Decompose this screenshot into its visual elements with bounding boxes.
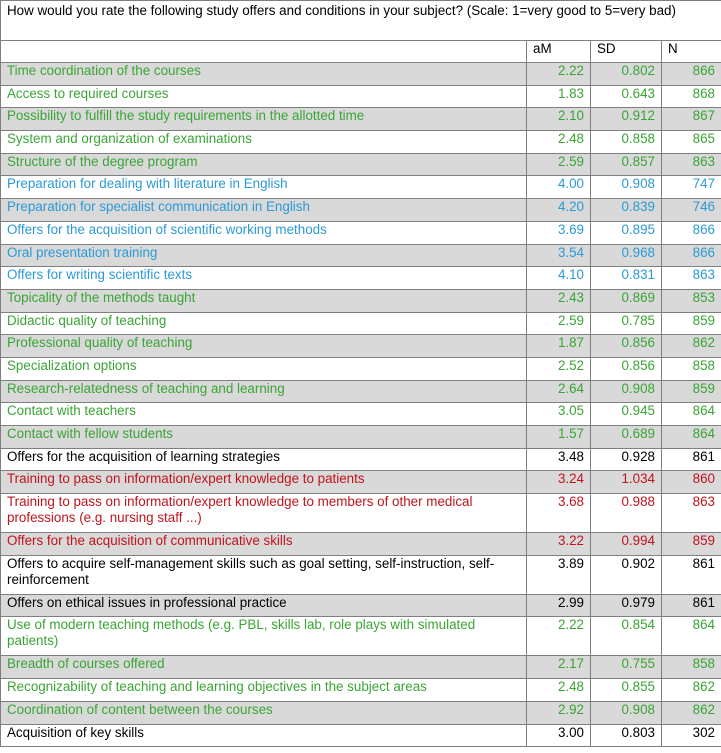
row-n: 863 (662, 494, 721, 533)
row-mean: 3.69 (527, 221, 591, 244)
table-row (1, 108, 721, 131)
row-mean: 2.59 (527, 153, 591, 176)
row-n: 864 (662, 403, 721, 426)
row-n: 862 (662, 701, 721, 724)
row-n: 867 (662, 108, 721, 131)
row-sd: 0.643 (591, 85, 662, 108)
row-n: 858 (662, 656, 721, 679)
table-row (1, 701, 721, 724)
row-sd: 0.858 (591, 131, 662, 154)
row-mean: 4.00 (527, 176, 591, 199)
table-row (1, 617, 721, 656)
row-label: Structure of the degree program (1, 153, 527, 176)
row-mean: 3.89 (527, 555, 591, 594)
row-mean: 2.52 (527, 357, 591, 380)
row-mean: 2.10 (527, 108, 591, 131)
table-row (1, 555, 721, 594)
row-label: Training to pass on information/expert knowledge to patients (1, 471, 527, 494)
row-sd: 0.908 (591, 380, 662, 403)
row-sd: 0.968 (591, 244, 662, 267)
table-row (1, 221, 721, 244)
row-label: Time coordination of the courses (1, 63, 527, 86)
row-label: System and organization of examinations (1, 131, 527, 154)
row-sd: 0.803 (591, 724, 662, 747)
row-label: Contact with teachers (1, 403, 527, 426)
row-label: Coordination of content between the courses (1, 701, 527, 724)
row-n: 859 (662, 380, 721, 403)
row-sd: 0.856 (591, 335, 662, 358)
row-n: 860 (662, 471, 721, 494)
table-row (1, 289, 721, 312)
row-n: 858 (662, 357, 721, 380)
row-sd: 0.912 (591, 108, 662, 131)
row-label: Specialization options (1, 357, 527, 380)
row-label: Research-relatedness of teaching and learning (1, 380, 527, 403)
row-sd: 0.928 (591, 448, 662, 471)
row-mean: 3.05 (527, 403, 591, 426)
row-label: Training to pass on information/expert knowledge to members of other medical professions (e.g. nursing staff ...) (1, 494, 527, 533)
row-sd: 0.869 (591, 289, 662, 312)
row-n: 862 (662, 679, 721, 702)
row-mean: 3.24 (527, 471, 591, 494)
row-mean: 3.48 (527, 448, 591, 471)
row-mean: 1.57 (527, 426, 591, 449)
row-n: 853 (662, 289, 721, 312)
row-n: 859 (662, 533, 721, 556)
row-n: 746 (662, 199, 721, 222)
row-n: 866 (662, 221, 721, 244)
row-sd: 0.755 (591, 656, 662, 679)
table-row (1, 724, 721, 747)
row-label: Preparation for dealing with literature in English (1, 176, 527, 199)
table-title: How would you rate the following study offers and conditions in your subject? (Scale: 1=very good to 5=very bad) (1, 1, 721, 41)
row-mean: 3.22 (527, 533, 591, 556)
row-n: 865 (662, 131, 721, 154)
row-sd: 0.994 (591, 533, 662, 556)
row-sd: 0.857 (591, 153, 662, 176)
row-sd: 1.034 (591, 471, 662, 494)
table-row (1, 448, 721, 471)
row-mean: 2.17 (527, 656, 591, 679)
row-label: Acquisition of key skills (1, 724, 527, 747)
header-item (1, 41, 527, 63)
row-label: Oral presentation training (1, 244, 527, 267)
row-sd: 0.895 (591, 221, 662, 244)
row-mean: 2.92 (527, 701, 591, 724)
row-sd: 0.785 (591, 312, 662, 335)
header-sd: SD (591, 41, 662, 63)
table-row (1, 176, 721, 199)
row-n: 866 (662, 63, 721, 86)
row-mean: 3.00 (527, 724, 591, 747)
row-label: Access to required courses (1, 85, 527, 108)
header-row (1, 41, 721, 63)
row-mean: 2.22 (527, 63, 591, 86)
row-label: Recognizability of teaching and learning objectives in the subject areas (1, 679, 527, 702)
row-label: Offers for the acquisition of communicative skills (1, 533, 527, 556)
row-sd: 0.856 (591, 357, 662, 380)
row-mean: 3.54 (527, 244, 591, 267)
table-row (1, 85, 721, 108)
row-mean: 2.48 (527, 131, 591, 154)
row-n: 302 (662, 724, 721, 747)
row-label: Topicality of the methods taught (1, 289, 527, 312)
table-row (1, 267, 721, 290)
row-sd: 0.854 (591, 617, 662, 656)
row-sd: 0.979 (591, 594, 662, 617)
row-mean: 4.10 (527, 267, 591, 290)
row-n: 861 (662, 594, 721, 617)
table-row (1, 594, 721, 617)
table-row (1, 244, 721, 267)
table-row (1, 494, 721, 533)
row-n: 861 (662, 448, 721, 471)
row-mean: 3.68 (527, 494, 591, 533)
row-mean: 2.48 (527, 679, 591, 702)
row-label: Offers to acquire self-management skills such as goal setting, self-instruction, self-reinforcement (1, 555, 527, 594)
row-label: Offers for writing scientific texts (1, 267, 527, 290)
row-mean: 2.22 (527, 617, 591, 656)
row-sd: 0.908 (591, 176, 662, 199)
row-n: 859 (662, 312, 721, 335)
row-mean: 2.64 (527, 380, 591, 403)
table-body (1, 1, 721, 747)
row-sd: 0.908 (591, 701, 662, 724)
table-row (1, 199, 721, 222)
table-row (1, 131, 721, 154)
table-row (1, 63, 721, 86)
row-n: 864 (662, 426, 721, 449)
row-n: 863 (662, 267, 721, 290)
table-row (1, 679, 721, 702)
row-mean: 2.59 (527, 312, 591, 335)
header-mean: aM (527, 41, 591, 63)
table-row (1, 153, 721, 176)
row-sd: 0.945 (591, 403, 662, 426)
row-mean: 1.83 (527, 85, 591, 108)
row-mean: 2.99 (527, 594, 591, 617)
row-n: 863 (662, 153, 721, 176)
row-n: 866 (662, 244, 721, 267)
row-n: 868 (662, 85, 721, 108)
table-row (1, 426, 721, 449)
row-label: Offers for the acquisition of learning strategies (1, 448, 527, 471)
table-row (1, 471, 721, 494)
title-row (1, 1, 721, 41)
row-mean: 2.43 (527, 289, 591, 312)
row-sd: 0.689 (591, 426, 662, 449)
row-n: 864 (662, 617, 721, 656)
row-label: Breadth of courses offered (1, 656, 527, 679)
table-row (1, 533, 721, 556)
row-label: Contact with fellow students (1, 426, 527, 449)
table-row (1, 403, 721, 426)
table-row (1, 380, 721, 403)
row-label: Use of modern teaching methods (e.g. PBL, skills lab, role plays with simulated patients) (1, 617, 527, 656)
row-sd: 0.855 (591, 679, 662, 702)
row-sd: 0.902 (591, 555, 662, 594)
header-n: N (662, 41, 721, 63)
row-n: 747 (662, 176, 721, 199)
row-label: Professional quality of teaching (1, 335, 527, 358)
table-row (1, 312, 721, 335)
table-row (1, 656, 721, 679)
row-sd: 0.839 (591, 199, 662, 222)
row-label: Offers for the acquisition of scientific working methods (1, 221, 527, 244)
table-row (1, 357, 721, 380)
table-row (1, 335, 721, 358)
row-n: 862 (662, 335, 721, 358)
row-label: Didactic quality of teaching (1, 312, 527, 335)
row-n: 861 (662, 555, 721, 594)
row-label: Preparation for specialist communication in English (1, 199, 527, 222)
row-sd: 0.802 (591, 63, 662, 86)
row-sd: 0.831 (591, 267, 662, 290)
row-label: Possibility to fulfill the study requirements in the allotted time (1, 108, 527, 131)
row-sd: 0.988 (591, 494, 662, 533)
row-mean: 1.87 (527, 335, 591, 358)
row-label: Offers on ethical issues in professional practice (1, 594, 527, 617)
row-mean: 4.20 (527, 199, 591, 222)
